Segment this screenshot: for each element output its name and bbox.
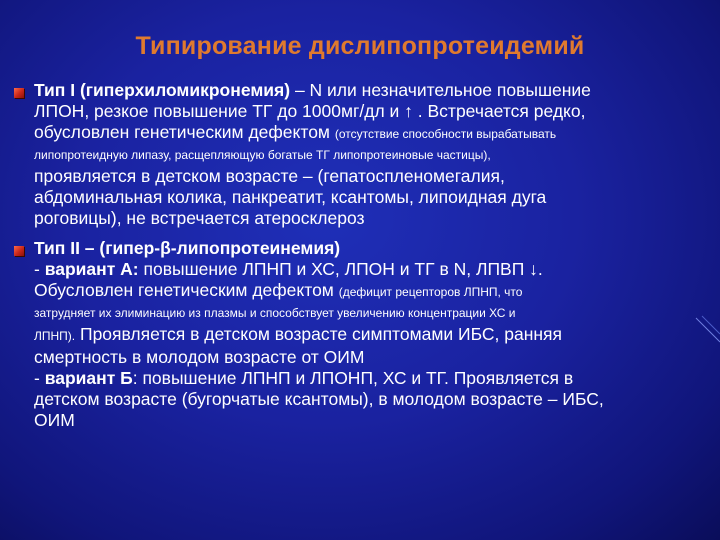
type2-line7-dash: - xyxy=(34,368,45,388)
type2-line5-note: ЛПНП). xyxy=(34,329,76,343)
type1-line-4: липопротеидную липазу, расщепляющую богатые ТГ липопротеиновые частицы), xyxy=(34,148,491,162)
type2-line7-text: : повышение ЛПНП и ЛПОНП, ХС и ТГ. Проявляется в xyxy=(132,368,574,388)
type1-heading: Тип I (гиперхиломикронемия) xyxy=(34,80,291,100)
variant-a-label: вариант А: xyxy=(44,259,139,279)
type2-line-9: ОИМ xyxy=(34,410,75,430)
type1-line3-note: (отсутствие способности вырабатывать xyxy=(334,127,557,141)
type2-line-7 xyxy=(34,368,706,389)
decorative-lines xyxy=(690,300,720,360)
slide-title: Типирование дислипопротеидемий xyxy=(135,32,585,60)
type2-line3-text: Обусловлен генетическим дефектом xyxy=(34,280,339,300)
type2-heading: Тип II – (гипер-β-липопротеинемия) xyxy=(34,238,341,258)
type1-line-2: ЛПОН, резкое повышение ТГ до 1000мг/дл и ↑ . Встречается редко, xyxy=(34,101,586,121)
type1-block xyxy=(34,80,706,229)
type1-line-1 xyxy=(34,80,706,101)
variant-b-label: вариант Б xyxy=(44,368,133,388)
type2-line-8: детском возрасте (бугорчатые ксантомы), в молодом возрасте – ИБС, xyxy=(34,389,604,409)
type2-block xyxy=(34,238,706,431)
type2-line-5 xyxy=(34,324,706,347)
type2-line-4: затрудняет их элиминацию из плазмы и способствует увеличению концентрации ХС и xyxy=(34,306,516,320)
type1-line3-text: обусловлен генетическим дефектом xyxy=(34,122,335,142)
type1-line-5: проявляется в детском возрасте – (гепатоспленомегалия, xyxy=(34,166,505,186)
type2-line2-dash: - xyxy=(34,259,45,279)
bullet-icon xyxy=(14,246,24,256)
type1-line-7: роговицы), не встречается атеросклероз xyxy=(34,208,365,228)
bullet-icon xyxy=(14,88,24,98)
type2-line-2 xyxy=(34,259,706,280)
type1-line1-text: – N или незначительное повышение xyxy=(290,80,591,100)
type2-line-3 xyxy=(34,280,706,303)
type1-line-3 xyxy=(34,122,706,145)
type1-line-6: абдоминальная колика, панкреатит, ксантомы, липоидная дуга xyxy=(34,187,547,207)
type2-line3-note: (дефицит рецепторов ЛПНП, что xyxy=(338,285,523,299)
type2-line2-text: повышение ЛПНП и ХС, ЛПОН и ТГ в N, ЛПВП ↓. xyxy=(138,259,543,279)
type2-line5-text: Проявляется в детском возрасте симптомами ИБС, ранняя xyxy=(75,324,562,344)
type2-line-6: смертность в молодом возрасте от ОИМ xyxy=(34,347,365,367)
